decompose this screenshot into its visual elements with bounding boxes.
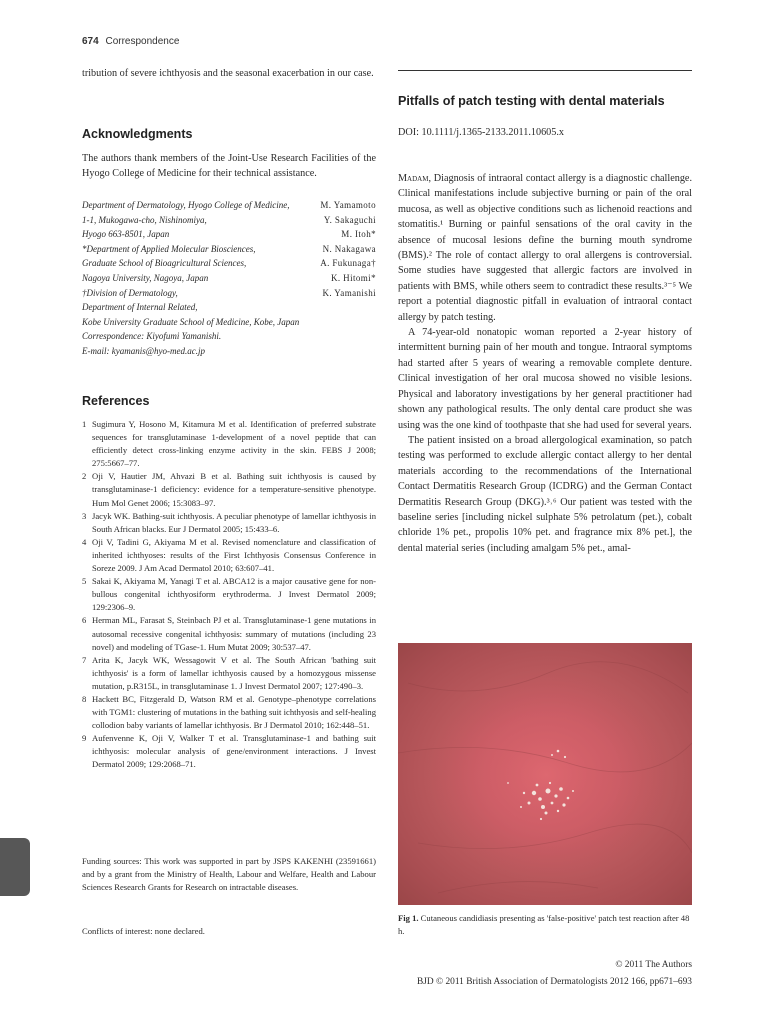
ack-paragraph: The authors thank members of the Joint-Use Research Facilities of the Hyogo College of Medicine for their technical assistance.	[82, 153, 376, 180]
author-name: N. Nakagawa	[322, 243, 376, 254]
author-name: M. Yamamoto	[320, 200, 376, 210]
affiliation-text: Graduate School of Bioagricultural Sciences,	[82, 258, 247, 269]
reference-text: Oji V, Hautier JM, Ahvazi B et al. Bathing suit ichthyosis is caused by transglutaminase-1 deficiency: evidence for a temperature-sensitive phenotype. Hum Mol Genet 2006; 15:3083–97.	[92, 471, 376, 508]
paragraph-3: The patient insisted on a broad allergological examination, so patch testing was performed to exclude allergic contact allergy to her dental materials according to the recommendations of the International Contact Dermatitis Research Group (ICDRG) and the German Contact Dermatitis Research Group (DKG).³˒⁶ Our patient was tested with the baseline series [including nickel sulphate 5% petrolatum (pet.), cobalt chloride 1% pet., propolis 10% pet. and fragrance mix 8% pet.], the dental material series (including amalgam 5% pet., amal-	[398, 434, 692, 554]
figure-label: Fig 1.	[398, 913, 419, 923]
author-name: A. Fukunaga†	[320, 258, 376, 269]
reference-text: Jacyk WK. Bathing-suit ichthyosis. A peculiar phenotype of lamellar ichthyosis in South African blacks. Eur J Dermatol 2005; 15:433–6.	[92, 510, 376, 534]
affiliation-text: Nagoya University, Nagoya, Japan	[82, 272, 209, 283]
section-name: Correspondence	[105, 36, 180, 47]
reference-number: 4	[82, 536, 87, 547]
reference-item	[82, 732, 376, 771]
reference-number: 6	[82, 615, 87, 626]
affiliation-text: 1-1, Mukogawa-cho, Nishinomiya,	[82, 214, 207, 225]
reference-number: 5	[82, 576, 87, 587]
affiliation-text: Correspondence: Kiyofumi Yamanishi.	[82, 331, 222, 342]
intro-end-paragraph: tribution of severe ichthyosis and the seasonal exacerbation in our case.	[82, 68, 374, 79]
affiliation-row	[82, 213, 376, 228]
reference-text: Sugimura Y, Hosono M, Kitamura M et al. Identification of preferred substrate sequences for transglutaminase 1-development of a novel peptide that can efficiently detect cross-linking enzyme activity in the skin. FEBS J 2008; 275:5667–77.	[92, 419, 376, 469]
side-thumb-tab	[0, 838, 30, 896]
reference-number: 2	[82, 471, 87, 482]
author-name: M. Itoh*	[341, 229, 376, 240]
affiliation-row	[82, 315, 376, 330]
affiliation-row	[82, 242, 376, 257]
skin-photo-illustration	[398, 643, 692, 905]
reference-number: 1	[82, 419, 87, 429]
reference-text: Aufenvenne K, Oji V, Walker T et al. Transglutaminase-1 and bathing suit ichthyosis: molecular analysis of gene/environment interactions. J Invest Dermatol 2009; 129:2068–71.	[92, 733, 376, 770]
author-name: K. Hitomi*	[330, 272, 376, 283]
affiliation-row	[82, 286, 376, 301]
ack-heading: Acknowledgments	[82, 127, 193, 141]
top-rule	[398, 70, 692, 71]
salutation: Madam,	[398, 173, 431, 184]
reference-item	[82, 693, 376, 732]
affiliation-text: †Division of Dermatology,	[82, 287, 178, 298]
reference-list	[82, 418, 376, 772]
paragraph-2: A 74-year-old nonatopic woman reported a 2-year history of intermittent burning pain of her mouth and tongue. Intraoral symptoms had started after 5 years of wearing a removable complete denture. Clinical investigation of her oral mucosa showed no visible lesions. Physical and laboratory investigations by her general practitioner had shown any pathological results. The only dental care product she was using was the one kind of toothpaste that she had used for several years.	[398, 327, 692, 431]
article-doi: DOI: 10.1111/j.1365-2133.2011.10605.x	[398, 127, 565, 138]
reference-item	[82, 536, 376, 575]
reference-item	[82, 614, 376, 653]
affiliation-row	[82, 271, 376, 286]
footer-copyright: © 2011 The Authors	[615, 960, 692, 970]
reference-number: 7	[82, 654, 87, 665]
affiliation-text: E-mail: kyamanis@hyo-med.ac.jp	[82, 345, 205, 356]
reference-item	[82, 575, 376, 614]
affiliation-text: Kobe University Graduate School of Medicine, Kobe, Japan	[82, 316, 300, 327]
page-number: 674	[82, 36, 99, 47]
author-name: Y. Sakaguchi	[323, 214, 376, 225]
reference-text: Oji V, Tadini G, Akiyama M et al. Revised nomenclature and classification of inherited ichthyoses: results of the First Ichthyosis Consensus Conference in Soreze 2009. J Am Acad Dermatol 2010; 63:607–41.	[92, 536, 376, 574]
reference-number: 8	[82, 693, 87, 704]
running-head	[82, 36, 179, 47]
affiliation-text: Department of Internal Related,	[82, 302, 198, 313]
conflicts-statement: Conflicts of interest: none declared.	[82, 926, 205, 936]
reference-text: Hackett BC, Fitzgerald D, Watson RM et al. Genotype–phenotype correlations with TGM1: clustering of mutations in the bathing suit ichthyosis and self-healing collodion baby variants of lamellar ichthyosis. Br J Dermatol 2010; 162:448–51.	[92, 693, 376, 731]
footer-journal: BJD © 2011 British Association of Dermatologists 2012 166, pp671–693	[416, 977, 692, 987]
affiliations-block	[82, 198, 376, 359]
author-name: K. Yamanishi	[322, 287, 376, 298]
funding-statement: Funding sources: This work was supported in part by JSPS KAKENHI (23591661) and by a grant from the Ministry of Health, Labour and Welfare, Health and Labour Sciences Research Grants for Research on intractable diseases.	[82, 856, 376, 893]
affiliation-text: *Department of Applied Molecular Biosciences,	[82, 243, 256, 254]
reference-item	[82, 654, 376, 693]
reference-text: Arita K, Jacyk WK, Wessagowit V et al. The South African 'bathing suit ichthyosis' is a form of lamellar ichthyosis caused by a homozygous missense mutation, p.R315L, in transglutaminase 1. J Invest Dermatol 2007; 127:490–3.	[92, 654, 376, 691]
paragraph-1: Madam, Diagnosis of intraoral contact allergy is a diagnostic challenge. Clinical manifestations include subjective burning or pain of the oral mucosa, as well as objective conditions such as lichenoid reactions and stomatitis.¹ Burning or painful sensations of the oral cavity in the absence of mucosal lesions define the burning mouth syndrome (BMS).² The role of contact allergy to oral allergens is controversial. Some studies have suggested that allergic factors are involved in patients with BMS, while others seem to contradict these results.³⁻⁵ We report a potential diagnostic pitfall in evaluation of intraoral contact allergy by patch testing.	[398, 173, 692, 323]
affiliation-text: Department of Dermatology, Hyogo College of Medicine,	[82, 200, 290, 210]
reference-item	[82, 510, 376, 536]
reference-text: Herman ML, Farasat S, Steinbach PJ et al. Transglutaminase-1 gene mutations in autosomal recessive congenital ichthyosis: summary of mutations (including 23 novel) and modeling of TGase-1. Hum Mutat 2009; 30:537–47.	[92, 615, 376, 652]
reference-item	[82, 470, 376, 509]
reference-item	[82, 418, 376, 470]
references-heading: References	[82, 394, 150, 408]
affiliation-row	[82, 227, 376, 242]
affiliation-row	[82, 344, 376, 359]
figure-caption: Fig 1. Cutaneous candidiasis presenting as 'false-positive' patch test reaction after 48 h.	[398, 913, 690, 936]
article-title: Pitfalls of patch testing with dental materials	[398, 94, 665, 108]
figure-skin-photo	[398, 643, 692, 905]
reference-number: 3	[82, 510, 87, 521]
article-body	[398, 171, 692, 556]
affiliation-text: Hyogo 663-8501, Japan	[82, 229, 170, 240]
reference-number: 9	[82, 733, 87, 744]
affiliation-row	[82, 198, 376, 213]
reference-text: Sakai K, Akiyama M, Yanagi T et al. ABCA12 is a major causative gene for non-bullous congenital ichthyosiform erythroderma. J Invest Dermatol 2009; 129:2306–9.	[92, 576, 376, 613]
affiliation-row	[82, 300, 376, 315]
affiliation-row	[82, 329, 376, 344]
affiliation-row	[82, 256, 376, 271]
